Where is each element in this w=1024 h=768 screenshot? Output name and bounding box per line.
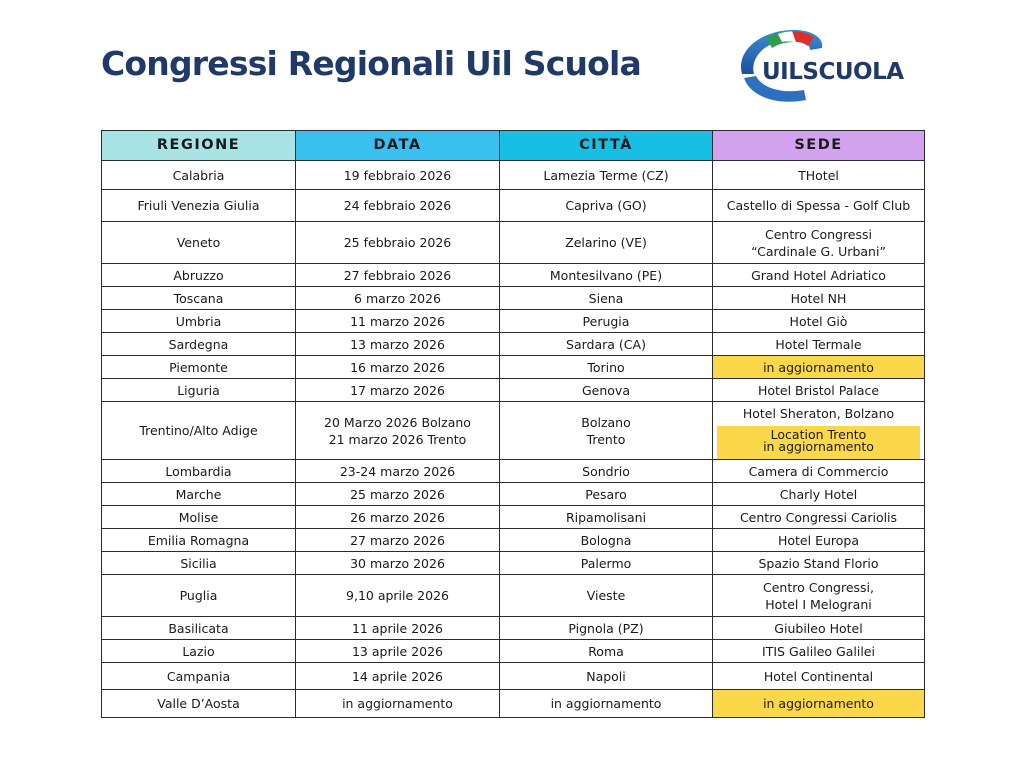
cell-citta: Capriva (GO) bbox=[500, 190, 713, 222]
cell-citta: Genova bbox=[500, 379, 713, 402]
cell-data: 25 febbraio 2026 bbox=[296, 222, 500, 264]
sede-pending-block bbox=[717, 425, 920, 459]
cell-regione: Calabria bbox=[102, 161, 296, 190]
cell-regione: Molise bbox=[102, 506, 296, 529]
logo-text: UILSCUOLA bbox=[762, 59, 904, 85]
uil-scuola-logo bbox=[732, 22, 932, 106]
cell-regione: Abruzzo bbox=[102, 264, 296, 287]
cell-data: 27 febbraio 2026 bbox=[296, 264, 500, 287]
cell-data: 11 aprile 2026 bbox=[296, 617, 500, 640]
cell-sede: Charly Hotel bbox=[713, 483, 925, 506]
table-row bbox=[102, 483, 925, 506]
cell-sede bbox=[713, 575, 925, 617]
cell-sede: Hotel Europa bbox=[713, 529, 925, 552]
data-line: 21 marzo 2026 Trento bbox=[328, 431, 467, 447]
column-header-citta: CITTÀ bbox=[500, 131, 713, 161]
cell-citta: Sardara (CA) bbox=[500, 333, 713, 356]
cell-sede: Hotel Continental bbox=[713, 663, 925, 690]
cell-regione: Emilia Romagna bbox=[102, 529, 296, 552]
cell-sede: Castello di Spessa - Golf Club bbox=[713, 190, 925, 222]
cell-sede-pending: in aggiornamento bbox=[713, 356, 925, 379]
cell-citta: Pignola (PZ) bbox=[500, 617, 713, 640]
cell-regione: Toscana bbox=[102, 287, 296, 310]
cell-citta: Palermo bbox=[500, 552, 713, 575]
cell-citta bbox=[500, 402, 713, 460]
sede-line: Location Trento bbox=[770, 426, 867, 442]
cell-regione: Trentino/Alto Adige bbox=[102, 402, 296, 460]
cell-sede: Grand Hotel Adriatico bbox=[713, 264, 925, 287]
citta-line: Bolzano bbox=[581, 414, 631, 430]
cell-data: 13 aprile 2026 bbox=[296, 640, 500, 663]
cell-regione: Lombardia bbox=[102, 460, 296, 483]
table-row bbox=[102, 222, 925, 264]
sede-line: Centro Congressi, bbox=[763, 579, 874, 595]
cell-sede: THotel bbox=[713, 161, 925, 190]
column-header-data: DATA bbox=[296, 131, 500, 161]
table-row bbox=[102, 379, 925, 402]
cell-data: 9,10 aprile 2026 bbox=[296, 575, 500, 617]
table-row bbox=[102, 333, 925, 356]
cell-data: 25 marzo 2026 bbox=[296, 483, 500, 506]
cell-regione: Piemonte bbox=[102, 356, 296, 379]
cell-sede: ITIS Galileo Galilei bbox=[713, 640, 925, 663]
sede-line: Hotel I Melograni bbox=[765, 596, 872, 612]
cell-citta: Torino bbox=[500, 356, 713, 379]
cell-citta: Bologna bbox=[500, 529, 713, 552]
cell-regione: Puglia bbox=[102, 575, 296, 617]
cell-data: 24 febbraio 2026 bbox=[296, 190, 500, 222]
table-row bbox=[102, 310, 925, 333]
table-row bbox=[102, 552, 925, 575]
table-row bbox=[102, 529, 925, 552]
cell-citta: Vieste bbox=[500, 575, 713, 617]
column-header-regione: REGIONE bbox=[102, 131, 296, 161]
cell-citta: Pesaro bbox=[500, 483, 713, 506]
table-row bbox=[102, 264, 925, 287]
cell-data: 27 marzo 2026 bbox=[296, 529, 500, 552]
cell-data: 19 febbraio 2026 bbox=[296, 161, 500, 190]
cell-data: 16 marzo 2026 bbox=[296, 356, 500, 379]
citta-line: Trento bbox=[586, 431, 626, 447]
cell-citta: Napoli bbox=[500, 663, 713, 690]
table-row bbox=[102, 190, 925, 222]
table-row bbox=[102, 575, 925, 617]
cell-data: 11 marzo 2026 bbox=[296, 310, 500, 333]
cell-citta: Perugia bbox=[500, 310, 713, 333]
cell-citta: Sondrio bbox=[500, 460, 713, 483]
cell-sede: Hotel NH bbox=[713, 287, 925, 310]
cell-regione: Campania bbox=[102, 663, 296, 690]
cell-citta: in aggiornamento bbox=[500, 690, 713, 718]
cell-regione: Veneto bbox=[102, 222, 296, 264]
cell-regione: Friuli Venezia Giulia bbox=[102, 190, 296, 222]
table-row bbox=[102, 287, 925, 310]
column-header-sede: SEDE bbox=[713, 131, 925, 161]
cell-sede: Giubileo Hotel bbox=[713, 617, 925, 640]
cell-data: 26 marzo 2026 bbox=[296, 506, 500, 529]
cell-regione: Lazio bbox=[102, 640, 296, 663]
table-row bbox=[102, 506, 925, 529]
cell-sede bbox=[713, 222, 925, 264]
sede-line: in aggiornamento bbox=[763, 438, 874, 454]
cell-citta: Roma bbox=[500, 640, 713, 663]
cell-data: 6 marzo 2026 bbox=[296, 287, 500, 310]
cell-data: 13 marzo 2026 bbox=[296, 333, 500, 356]
table-row bbox=[102, 402, 925, 460]
sede-line: Hotel Sheraton, Bolzano bbox=[717, 403, 920, 425]
table-row bbox=[102, 690, 925, 718]
cell-regione: Umbria bbox=[102, 310, 296, 333]
cell-sede: Hotel Termale bbox=[713, 333, 925, 356]
table-row bbox=[102, 460, 925, 483]
cell-data bbox=[296, 402, 500, 460]
data-line: 20 Marzo 2026 Bolzano bbox=[324, 414, 471, 430]
table-header-row bbox=[102, 131, 925, 161]
cell-regione: Valle D’Aosta bbox=[102, 690, 296, 718]
sede-line: Centro Congressi bbox=[764, 226, 872, 242]
cell-data: 30 marzo 2026 bbox=[296, 552, 500, 575]
cell-regione: Sardegna bbox=[102, 333, 296, 356]
cell-citta: Siena bbox=[500, 287, 713, 310]
congressi-table bbox=[101, 130, 925, 718]
cell-regione: Basilicata bbox=[102, 617, 296, 640]
cell-sede: Camera di Commercio bbox=[713, 460, 925, 483]
sede-line: “Cardinale G. Urbani” bbox=[751, 243, 886, 259]
cell-regione: Marche bbox=[102, 483, 296, 506]
cell-sede: Centro Congressi Cariolis bbox=[713, 506, 925, 529]
cell-citta: Lamezia Terme (CZ) bbox=[500, 161, 713, 190]
cell-data: in aggiornamento bbox=[296, 690, 500, 718]
cell-citta: Ripamolisani bbox=[500, 506, 713, 529]
table-row bbox=[102, 663, 925, 690]
cell-data: 14 aprile 2026 bbox=[296, 663, 500, 690]
cell-citta: Montesilvano (PE) bbox=[500, 264, 713, 287]
cell-sede: Hotel Bristol Palace bbox=[713, 379, 925, 402]
table-row bbox=[102, 356, 925, 379]
cell-sede: Hotel Giò bbox=[713, 310, 925, 333]
cell-data: 17 marzo 2026 bbox=[296, 379, 500, 402]
page-title: Congressi Regionali Uil Scuola bbox=[101, 44, 641, 83]
table-row bbox=[102, 640, 925, 663]
cell-data: 23-24 marzo 2026 bbox=[296, 460, 500, 483]
cell-sede bbox=[713, 402, 925, 460]
cell-citta: Zelarino (VE) bbox=[500, 222, 713, 264]
table-row bbox=[102, 161, 925, 190]
table-row bbox=[102, 617, 925, 640]
cell-regione: Sicilia bbox=[102, 552, 296, 575]
cell-sede-pending: in aggiornamento bbox=[713, 690, 925, 718]
cell-regione: Liguria bbox=[102, 379, 296, 402]
cell-sede: Spazio Stand Florio bbox=[713, 552, 925, 575]
